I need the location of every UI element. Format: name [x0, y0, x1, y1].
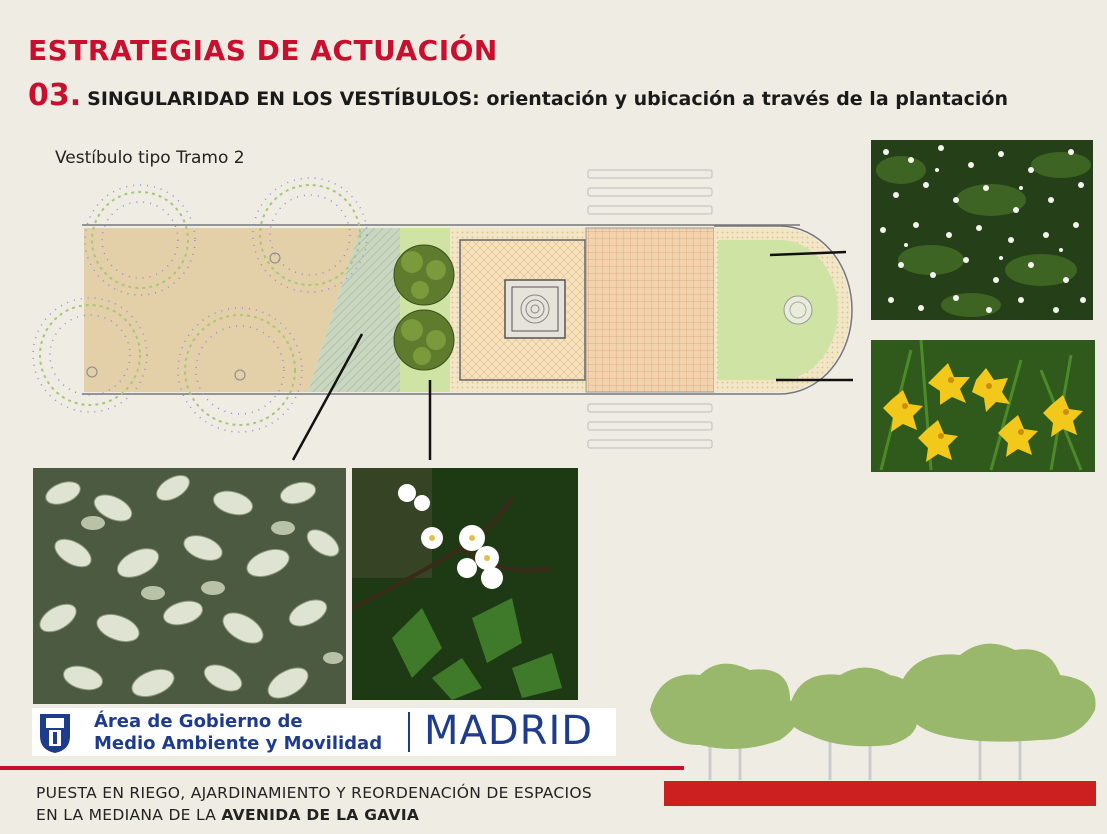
- plan-label: Vestíbulo tipo Tramo 2: [55, 148, 245, 168]
- logo-department-line1: Área de Gobierno de: [94, 711, 303, 732]
- photo-silver-leaf-shrub: [33, 468, 346, 704]
- footer-line-2-prefix: EN LA MEDIANA DE LA: [36, 806, 222, 824]
- page-title: ESTRATEGIAS DE ACTUACIÓN: [28, 34, 498, 67]
- tree-silhouettes-illustration: [640, 630, 1107, 780]
- footer-red-line: [0, 766, 684, 770]
- footer-red-bar: [664, 781, 1096, 806]
- footer-line-1: PUESTA EN RIEGO, AJARDINAMIENTO Y REORDENACIÓN DE ESPACIOS: [36, 784, 593, 802]
- white-flower-branch-image: [352, 468, 578, 700]
- yellow-lilies-image: [871, 340, 1095, 472]
- footer-line-2: [36, 806, 419, 824]
- silver-leaf-shrub-image: [33, 468, 346, 704]
- photo-white-flower-branch: [352, 468, 578, 700]
- logo-department-line2: Medio Ambiente y Movilidad: [94, 733, 383, 754]
- madrid-logo-block: [32, 708, 616, 756]
- logo-city-name: MADRID: [424, 708, 594, 754]
- photo-white-flowering-shrub: [871, 140, 1093, 320]
- photo-yellow-lilies: [871, 340, 1095, 472]
- footer-line-2-bold: AVENIDA DE LA GAVIA: [221, 806, 420, 824]
- white-flowering-shrub-image: [871, 140, 1093, 320]
- section-lead: SINGULARIDAD EN LOS VESTÍBULOS: [87, 88, 473, 110]
- section-number: 03.: [28, 78, 82, 113]
- section-description: : orientación y ubicación a través de la plantación: [472, 88, 1008, 110]
- logo-divider: [408, 712, 410, 752]
- madrid-coat-of-arms-icon: [38, 710, 72, 754]
